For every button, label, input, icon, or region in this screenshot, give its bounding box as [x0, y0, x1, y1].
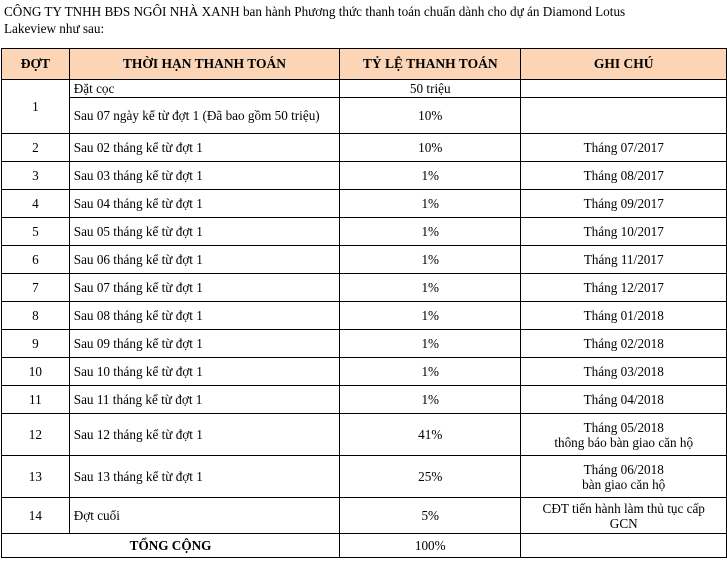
cell-thoi-han: Sau 04 tháng kể từ đợt 1: [69, 190, 339, 218]
cell-dot: 7: [2, 274, 70, 302]
cell-dot: 10: [2, 358, 70, 386]
total-ghi-chu: [521, 534, 727, 558]
table-row: [2, 358, 727, 386]
cell-ty-le: 41%: [340, 414, 521, 456]
cell-ghi-chu: Tháng 09/2017: [521, 190, 727, 218]
cell-dot: 8: [2, 302, 70, 330]
cell-ghi-chu: [521, 498, 727, 534]
table-row: [2, 302, 727, 330]
cell-thoi-han: Sau 07 ngày kể từ đợt 1 (Đã bao gồm 50 triệu): [69, 98, 339, 134]
cell-ty-le: 1%: [340, 302, 521, 330]
table-header-row: [2, 49, 727, 80]
cell-thoi-han: Sau 10 tháng kể từ đợt 1: [69, 358, 339, 386]
cell-thoi-han: Sau 12 tháng kể từ đợt 1: [69, 414, 339, 456]
cell-dot: 13: [2, 456, 70, 498]
cell-thoi-han: Sau 13 tháng kể từ đợt 1: [69, 456, 339, 498]
cell-ty-le: 5%: [340, 498, 521, 534]
header-thoi-han: THỜI HẠN THANH TOÁN: [69, 49, 339, 80]
cell-dot: 1: [2, 80, 70, 134]
table-row: [2, 498, 727, 534]
table-row: [2, 246, 727, 274]
header-ty-le: TỶ LỆ THANH TOÁN: [340, 49, 521, 80]
cell-dot: 11: [2, 386, 70, 414]
table-row: [2, 134, 727, 162]
cell-ty-le: 1%: [340, 218, 521, 246]
cell-dot: 5: [2, 218, 70, 246]
cell-thoi-han: Đợt cuối: [69, 498, 339, 534]
cell-dot: 4: [2, 190, 70, 218]
cell-ghi-chu: Tháng 12/2017: [521, 274, 727, 302]
cell-ty-le: 1%: [340, 246, 521, 274]
cell-thoi-han: Sau 02 tháng kể từ đợt 1: [69, 134, 339, 162]
cell-dot: 3: [2, 162, 70, 190]
cell-ghi-chu: Tháng 08/2017: [521, 162, 727, 190]
cell-thoi-han: Sau 08 tháng kể từ đợt 1: [69, 302, 339, 330]
cell-thoi-han: Sau 07 tháng kể từ đợt 1: [69, 274, 339, 302]
cell-dot: 2: [2, 134, 70, 162]
ghi-chu-line-2: GCN: [609, 515, 638, 531]
cell-ghi-chu: Tháng 03/2018: [521, 358, 727, 386]
header-dot: ĐỢT: [2, 49, 70, 80]
table-row: [2, 330, 727, 358]
ghi-chu-line-2: bàn giao căn hộ: [582, 476, 666, 492]
ghi-chu-line-1: Tháng 05/2018: [583, 419, 664, 435]
intro-paragraph: [4, 3, 724, 37]
intro-line-1: CÔNG TY TNHH BĐS NGÔI NHÀ XANH ban hành Phương thức thanh toán chuẩn dành cho dự án Diamond Lotus: [4, 4, 626, 19]
cell-dot: 12: [2, 414, 70, 456]
cell-ghi-chu: [521, 98, 727, 134]
cell-ty-le: 10%: [340, 134, 521, 162]
cell-ty-le: 1%: [340, 386, 521, 414]
cell-dot: 14: [2, 498, 70, 534]
cell-dot: 6: [2, 246, 70, 274]
cell-ghi-chu: Tháng 02/2018: [521, 330, 727, 358]
table-row: [2, 98, 727, 134]
cell-ghi-chu: [521, 414, 727, 456]
table-row: [2, 80, 727, 98]
total-label: TỔNG CỘNG: [2, 534, 340, 558]
cell-ghi-chu: [521, 456, 727, 498]
cell-ghi-chu: Tháng 07/2017: [521, 134, 727, 162]
cell-thoi-han: Sau 06 tháng kể từ đợt 1: [69, 246, 339, 274]
payment-schedule-table: [1, 48, 727, 558]
cell-ghi-chu: Tháng 11/2017: [521, 246, 727, 274]
cell-ty-le: 50 triệu: [340, 80, 521, 98]
cell-ghi-chu: Tháng 01/2018: [521, 302, 727, 330]
table-row: [2, 190, 727, 218]
table-row: [2, 162, 727, 190]
cell-thoi-han: Sau 11 tháng kể từ đợt 1: [69, 386, 339, 414]
ghi-chu-line-1: CĐT tiến hành làm thủ tục cấp: [542, 500, 705, 516]
cell-ty-le: 1%: [340, 330, 521, 358]
cell-ty-le: 1%: [340, 274, 521, 302]
total-row: [2, 534, 727, 558]
table-row: [2, 218, 727, 246]
cell-ghi-chu: Tháng 04/2018: [521, 386, 727, 414]
header-ghi-chu: GHI CHÚ: [521, 49, 727, 80]
intro-line-2: Lakeview như sau:: [4, 21, 105, 36]
ghi-chu-line-2: thông báo bàn giao căn hộ: [554, 434, 694, 450]
table-row: [2, 386, 727, 414]
table-row: [2, 456, 727, 498]
cell-ty-le: 25%: [340, 456, 521, 498]
table-row: [2, 414, 727, 456]
cell-ty-le: 1%: [340, 162, 521, 190]
table-row: [2, 274, 727, 302]
cell-thoi-han: Đặt cọc: [69, 80, 339, 98]
cell-thoi-han: Sau 03 tháng kể từ đợt 1: [69, 162, 339, 190]
cell-ty-le: 1%: [340, 190, 521, 218]
cell-thoi-han: Sau 05 tháng kể từ đợt 1: [69, 218, 339, 246]
cell-dot: 9: [2, 330, 70, 358]
cell-ty-le: 1%: [340, 358, 521, 386]
ghi-chu-line-1: Tháng 06/2018: [583, 461, 664, 477]
cell-thoi-han: Sau 09 tháng kể từ đợt 1: [69, 330, 339, 358]
cell-ty-le: 10%: [340, 98, 521, 134]
cell-ghi-chu: [521, 80, 727, 98]
cell-ghi-chu: Tháng 10/2017: [521, 218, 727, 246]
total-ty-le: 100%: [340, 534, 521, 558]
